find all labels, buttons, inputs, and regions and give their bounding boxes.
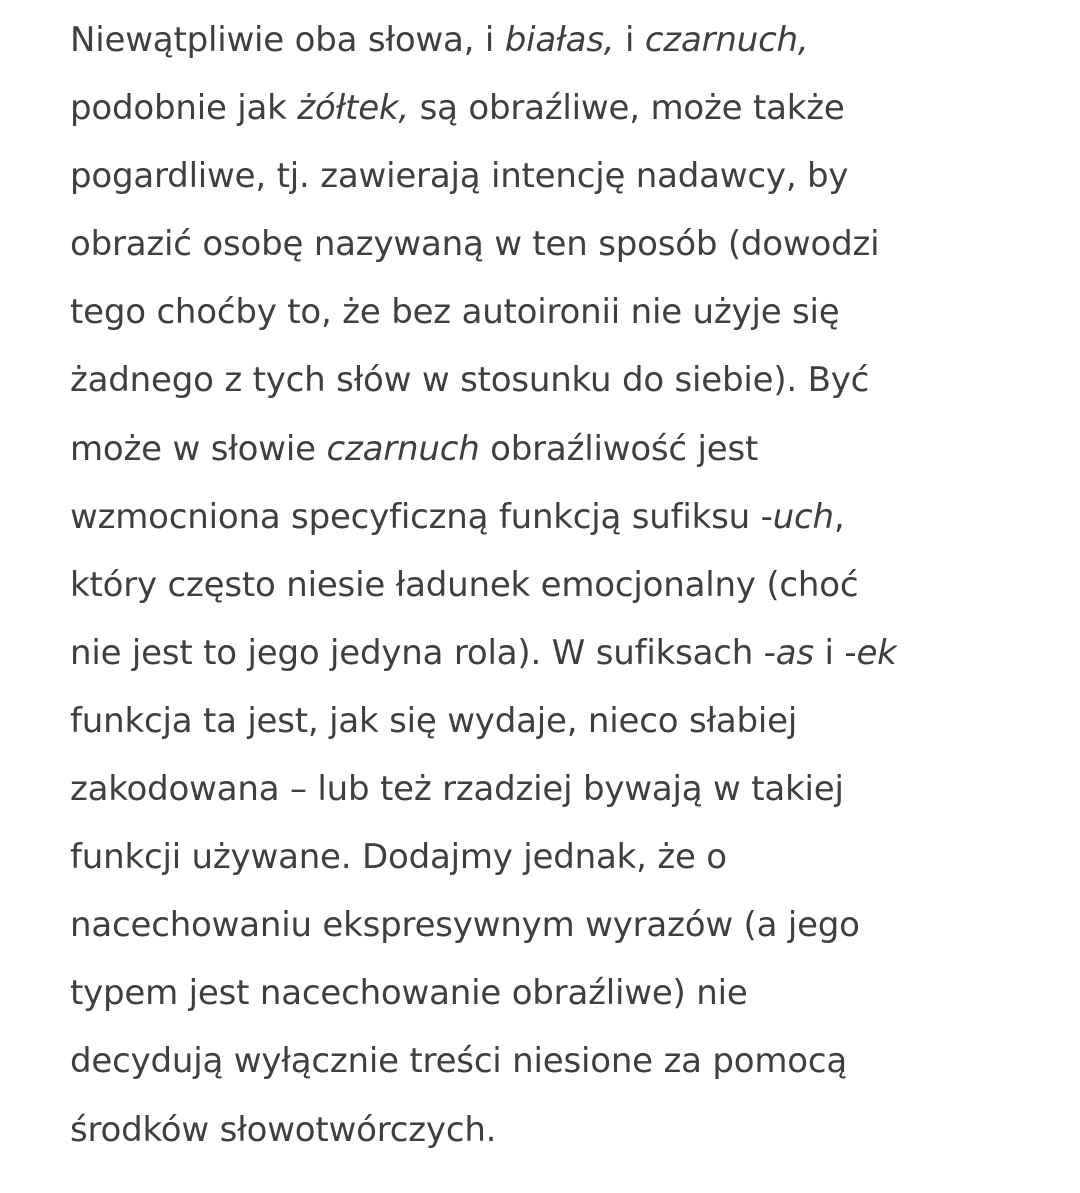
text-line: [70, 415, 1030, 483]
text-run: może w słowie: [70, 428, 327, 469]
italic-term: as: [775, 632, 814, 673]
text-run: żadnego z tych słów w stosunku do siebie). Być: [70, 360, 870, 401]
text-line: [70, 278, 1030, 346]
text-line: [70, 6, 1030, 74]
text-run: zakodowana – lub też rzadziej bywają w takiej: [70, 769, 844, 810]
text-line: [70, 74, 1030, 142]
italic-term: uch: [772, 496, 834, 537]
text-run: pogardliwe, tj. zawierają intencję nadawcy, by: [70, 156, 849, 197]
italic-term: żółtek,: [297, 88, 410, 129]
text-run: typem jest nacechowanie obraźliwe) nie: [70, 973, 748, 1014]
text-run: wzmocniona specyficzną funkcją sufiksu -: [70, 496, 773, 537]
text-run: który często niesie ładunek emocjonalny (choć: [70, 564, 859, 605]
text-run: funkcji używane. Dodajmy jednak, że o: [70, 837, 727, 878]
text-run: są obraźliwe, może także: [409, 88, 845, 129]
text-line: [70, 959, 1030, 1027]
text-run: obrazić osobę nazywaną w ten sposób (dowodzi: [70, 224, 880, 265]
text-run: funkcja ta jest, jak się wydaje, nieco słabiej: [70, 700, 798, 741]
text-run: i: [614, 20, 645, 60]
text-run: nie jest to jego jedyna rola). W sufiksach -: [70, 632, 776, 673]
text-run: środków słowotwórczych.: [70, 1109, 497, 1150]
italic-term: czarnuch: [326, 428, 480, 469]
text-run: i -: [813, 632, 857, 673]
text-line: [70, 891, 1030, 959]
article-paragraph: [70, 6, 1030, 1164]
text-line: [70, 1027, 1030, 1095]
text-run: Niewątpliwie oba słowa, i: [70, 20, 505, 60]
text-line: [70, 483, 1030, 551]
text-run: ,: [833, 496, 845, 537]
text-line: [70, 823, 1030, 891]
text-run: podobnie jak: [70, 88, 298, 129]
italic-term: białas,: [504, 20, 615, 60]
text-line: [70, 755, 1030, 823]
italic-term: czarnuch,: [644, 20, 809, 60]
text-line: [70, 142, 1030, 210]
text-line: [70, 687, 1030, 755]
text-line: [70, 551, 1030, 619]
text-run: tego choćby to, że bez autoironii nie użyje się: [70, 292, 840, 333]
text-line: [70, 346, 1030, 414]
text-run: obraźliwość jest: [479, 428, 759, 469]
italic-term: ek: [856, 632, 897, 673]
text-run: decydują wyłącznie treści niesione za pomocą: [70, 1041, 848, 1082]
text-run: nacechowaniu ekspresywnym wyrazów (a jego: [70, 905, 860, 946]
text-line: [70, 619, 1030, 687]
text-line: [70, 210, 1030, 278]
text-line: [70, 1096, 1030, 1164]
